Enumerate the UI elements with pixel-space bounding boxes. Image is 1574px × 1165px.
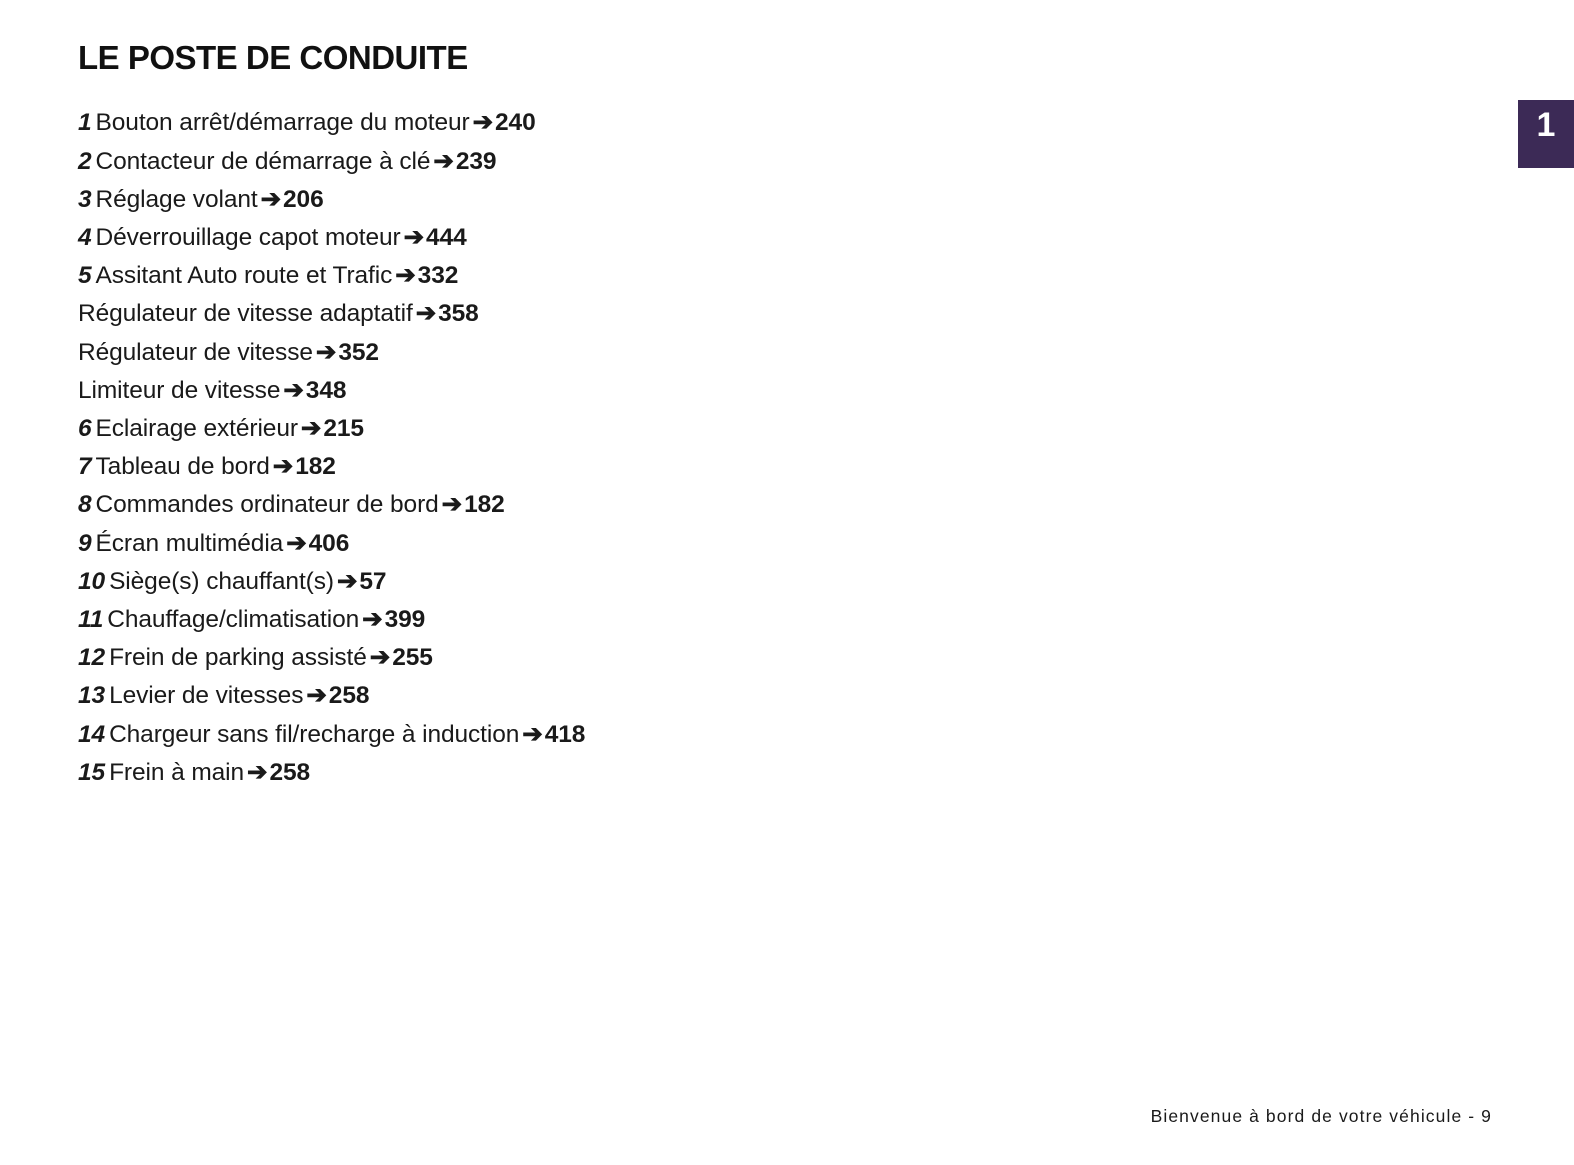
legend-item-page-reference[interactable]: 418 [544, 720, 586, 748]
legend-item [78, 334, 1378, 372]
legend-item-label: Siège(s) chauffant(s) [109, 567, 334, 595]
legend-item-number: 13 [78, 682, 106, 710]
legend-item [78, 486, 1378, 524]
legend-item-page-reference[interactable]: 258 [269, 758, 311, 786]
arrow-right-icon: ➔ [272, 453, 294, 481]
legend-item-page-reference[interactable]: 215 [323, 414, 364, 442]
chapter-number-tab: 1 [1518, 100, 1574, 168]
arrow-right-icon: ➔ [415, 300, 437, 328]
legend-item-page-reference[interactable]: 358 [438, 300, 479, 328]
legend-item [78, 525, 1378, 563]
arrow-right-icon: ➔ [306, 682, 327, 710]
legend-item-page-reference[interactable]: 182 [295, 453, 336, 481]
page-footer: Bienvenue à bord de votre véhicule - 9 [1150, 1106, 1492, 1126]
legend-item-page-reference[interactable]: 332 [417, 262, 459, 290]
arrow-right-icon: ➔ [472, 109, 494, 137]
arrow-right-icon: ➔ [369, 644, 391, 672]
legend-item-page-reference[interactable]: 206 [283, 185, 324, 213]
legend-item-label: Commandes ordinateur de bord [95, 491, 439, 519]
legend-item-label: Écran multimédia [95, 529, 284, 557]
arrow-right-icon: ➔ [433, 147, 454, 175]
legend-item-label: Chauffage/climatisation [107, 605, 360, 633]
legend-item-page-reference[interactable]: 255 [392, 644, 433, 672]
legend-item-number: 14 [78, 720, 106, 748]
legend-item-number: 6 [78, 414, 92, 442]
legend-item-label: Contacteur de démarrage à clé [95, 147, 431, 175]
legend-item-number: 8 [78, 491, 92, 519]
legend-item [78, 181, 1378, 219]
legend-item-label: Eclairage extérieur [95, 414, 298, 442]
legend-item [78, 677, 1378, 715]
legend-item [78, 219, 1378, 257]
legend-item [78, 143, 1378, 181]
arrow-right-icon: ➔ [441, 491, 463, 519]
legend-item-page-reference[interactable]: 258 [328, 682, 370, 710]
legend-item-number: 9 [78, 529, 92, 557]
legend-item-number: 5 [78, 262, 92, 290]
legend-item [78, 410, 1378, 448]
legend-item-number: 15 [78, 758, 106, 786]
legend-item-page-reference[interactable]: 406 [308, 529, 350, 557]
legend-item-label: Bouton arrêt/démarrage du moteur [95, 109, 470, 137]
legend-item-label: Assitant Auto route et Trafic [95, 262, 393, 290]
legend-item-page-reference[interactable]: 57 [359, 567, 387, 595]
arrow-right-icon: ➔ [336, 567, 358, 595]
legend-list [78, 104, 1378, 792]
legend-item [78, 563, 1378, 601]
legend-item-number: 1 [78, 109, 92, 137]
legend-item-number: 3 [78, 185, 92, 213]
arrow-right-icon: ➔ [286, 529, 307, 557]
legend-item-label: Limiteur de vitesse [78, 376, 281, 404]
legend-item [78, 372, 1378, 410]
legend-item-number: 11 [78, 605, 104, 633]
legend-item-label: Tableau de bord [95, 453, 270, 481]
legend-item-number: 12 [78, 644, 106, 672]
legend-item [78, 104, 1378, 142]
page-content [78, 40, 1378, 792]
legend-item [78, 295, 1378, 333]
legend-item [78, 448, 1378, 486]
legend-item-label: Frein de parking assisté [109, 644, 367, 672]
legend-item [78, 716, 1378, 754]
legend-item-number: 2 [78, 147, 92, 175]
arrow-right-icon: ➔ [300, 414, 322, 442]
legend-item [78, 754, 1378, 792]
legend-item [78, 639, 1378, 677]
legend-item-page-reference[interactable]: 182 [464, 491, 505, 519]
legend-item-page-reference[interactable]: 399 [384, 605, 426, 633]
arrow-right-icon: ➔ [247, 758, 268, 786]
legend-item-label: Chargeur sans fil/recharge à induction [109, 720, 520, 748]
arrow-right-icon: ➔ [315, 338, 337, 366]
legend-item-label: Déverrouillage capot moteur [95, 223, 401, 251]
arrow-right-icon: ➔ [362, 605, 383, 633]
page-title: LE POSTE DE CONDUITE [78, 39, 468, 76]
legend-item-page-reference[interactable]: 240 [495, 109, 536, 137]
legend-item-label: Levier de vitesses [109, 682, 304, 710]
arrow-right-icon: ➔ [260, 185, 282, 213]
legend-item-label: Frein à main [109, 758, 245, 786]
legend-item-number: 10 [78, 567, 106, 595]
legend-item-page-reference[interactable]: 348 [305, 376, 347, 404]
legend-item-number: 4 [78, 223, 92, 251]
legend-item [78, 257, 1378, 295]
arrow-right-icon: ➔ [522, 720, 543, 748]
legend-item-number: 7 [78, 453, 92, 481]
legend-item-page-reference[interactable]: 239 [455, 147, 497, 175]
arrow-right-icon: ➔ [395, 262, 416, 290]
arrow-right-icon: ➔ [283, 376, 304, 404]
legend-item [78, 601, 1378, 639]
arrow-right-icon: ➔ [403, 223, 425, 251]
legend-item-page-reference[interactable]: 352 [338, 338, 379, 366]
legend-item-label: Régulateur de vitesse adaptatif [78, 300, 413, 328]
legend-item-label: Régulateur de vitesse [78, 338, 313, 366]
legend-item-label: Réglage volant [95, 185, 258, 213]
legend-item-page-reference[interactable]: 444 [426, 223, 467, 251]
